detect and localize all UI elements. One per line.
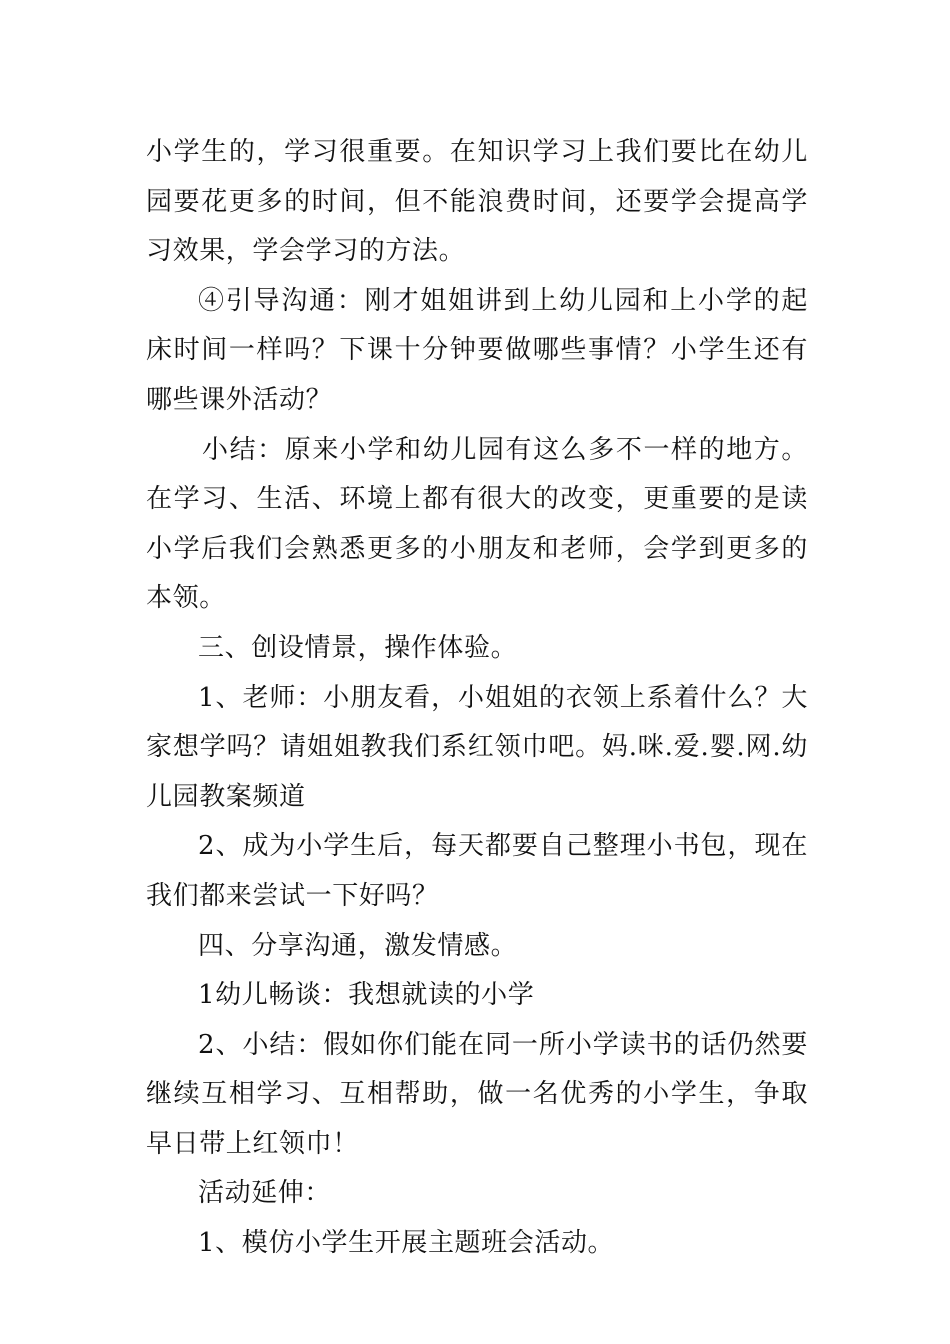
heading-activity-extension: 活动延伸： [198, 1178, 332, 1209]
paragraph-children-talk: 1幼儿畅谈：我想就读的小学 [198, 980, 535, 1011]
paragraph-guide-communication: ④引导沟通：刚才姐姐讲到上幼儿园和上小学的起床时间一样吗？下课十分钟要做哪些事情？小学生还有哪些课外活动？ [146, 285, 808, 415]
paragraph-summary-help: 2、小结：假如你们能在同一所小学读书的话仍然要继续互相学习、互相帮助，做一名优秀的小学生，争取早日带上红领巾！ [146, 1029, 808, 1159]
section-heading-four: 四、分享沟通，激发情感。 [198, 930, 518, 961]
paragraph-red-scarf: 1、老师：小朋友看，小姐姐的衣领上系着什么？大家想学吗？请姐姐教我们系红领巾吧。妈.咪.爱.婴.网.幼儿园教案频道 [146, 682, 808, 812]
paragraph-continuation: 小学生的，学习很重要。在知识学习上我们要比在幼儿园要花更多的时间，但不能浪费时间，还要学会提高学习效果，学会学习的方法。 [146, 137, 808, 267]
document-body [146, 128, 808, 1269]
paragraph-schoolbag: 2、成为小学生后，每天都要自己整理小书包，现在我们都来尝试一下好吗？ [146, 831, 808, 911]
section-heading-three: 三、创设情景，操作体验。 [198, 632, 518, 663]
paragraph-summary-differences: 小结：原来小学和幼儿园有这么多不一样的地方。在学习、生活、环境上都有很大的改变，更重要的是读小学后我们会熟悉更多的小朋友和老师，会学到更多的本领。 [146, 434, 808, 614]
paragraph-class-meeting: 1、模仿小学生开展主题班会活动。 [198, 1228, 615, 1259]
